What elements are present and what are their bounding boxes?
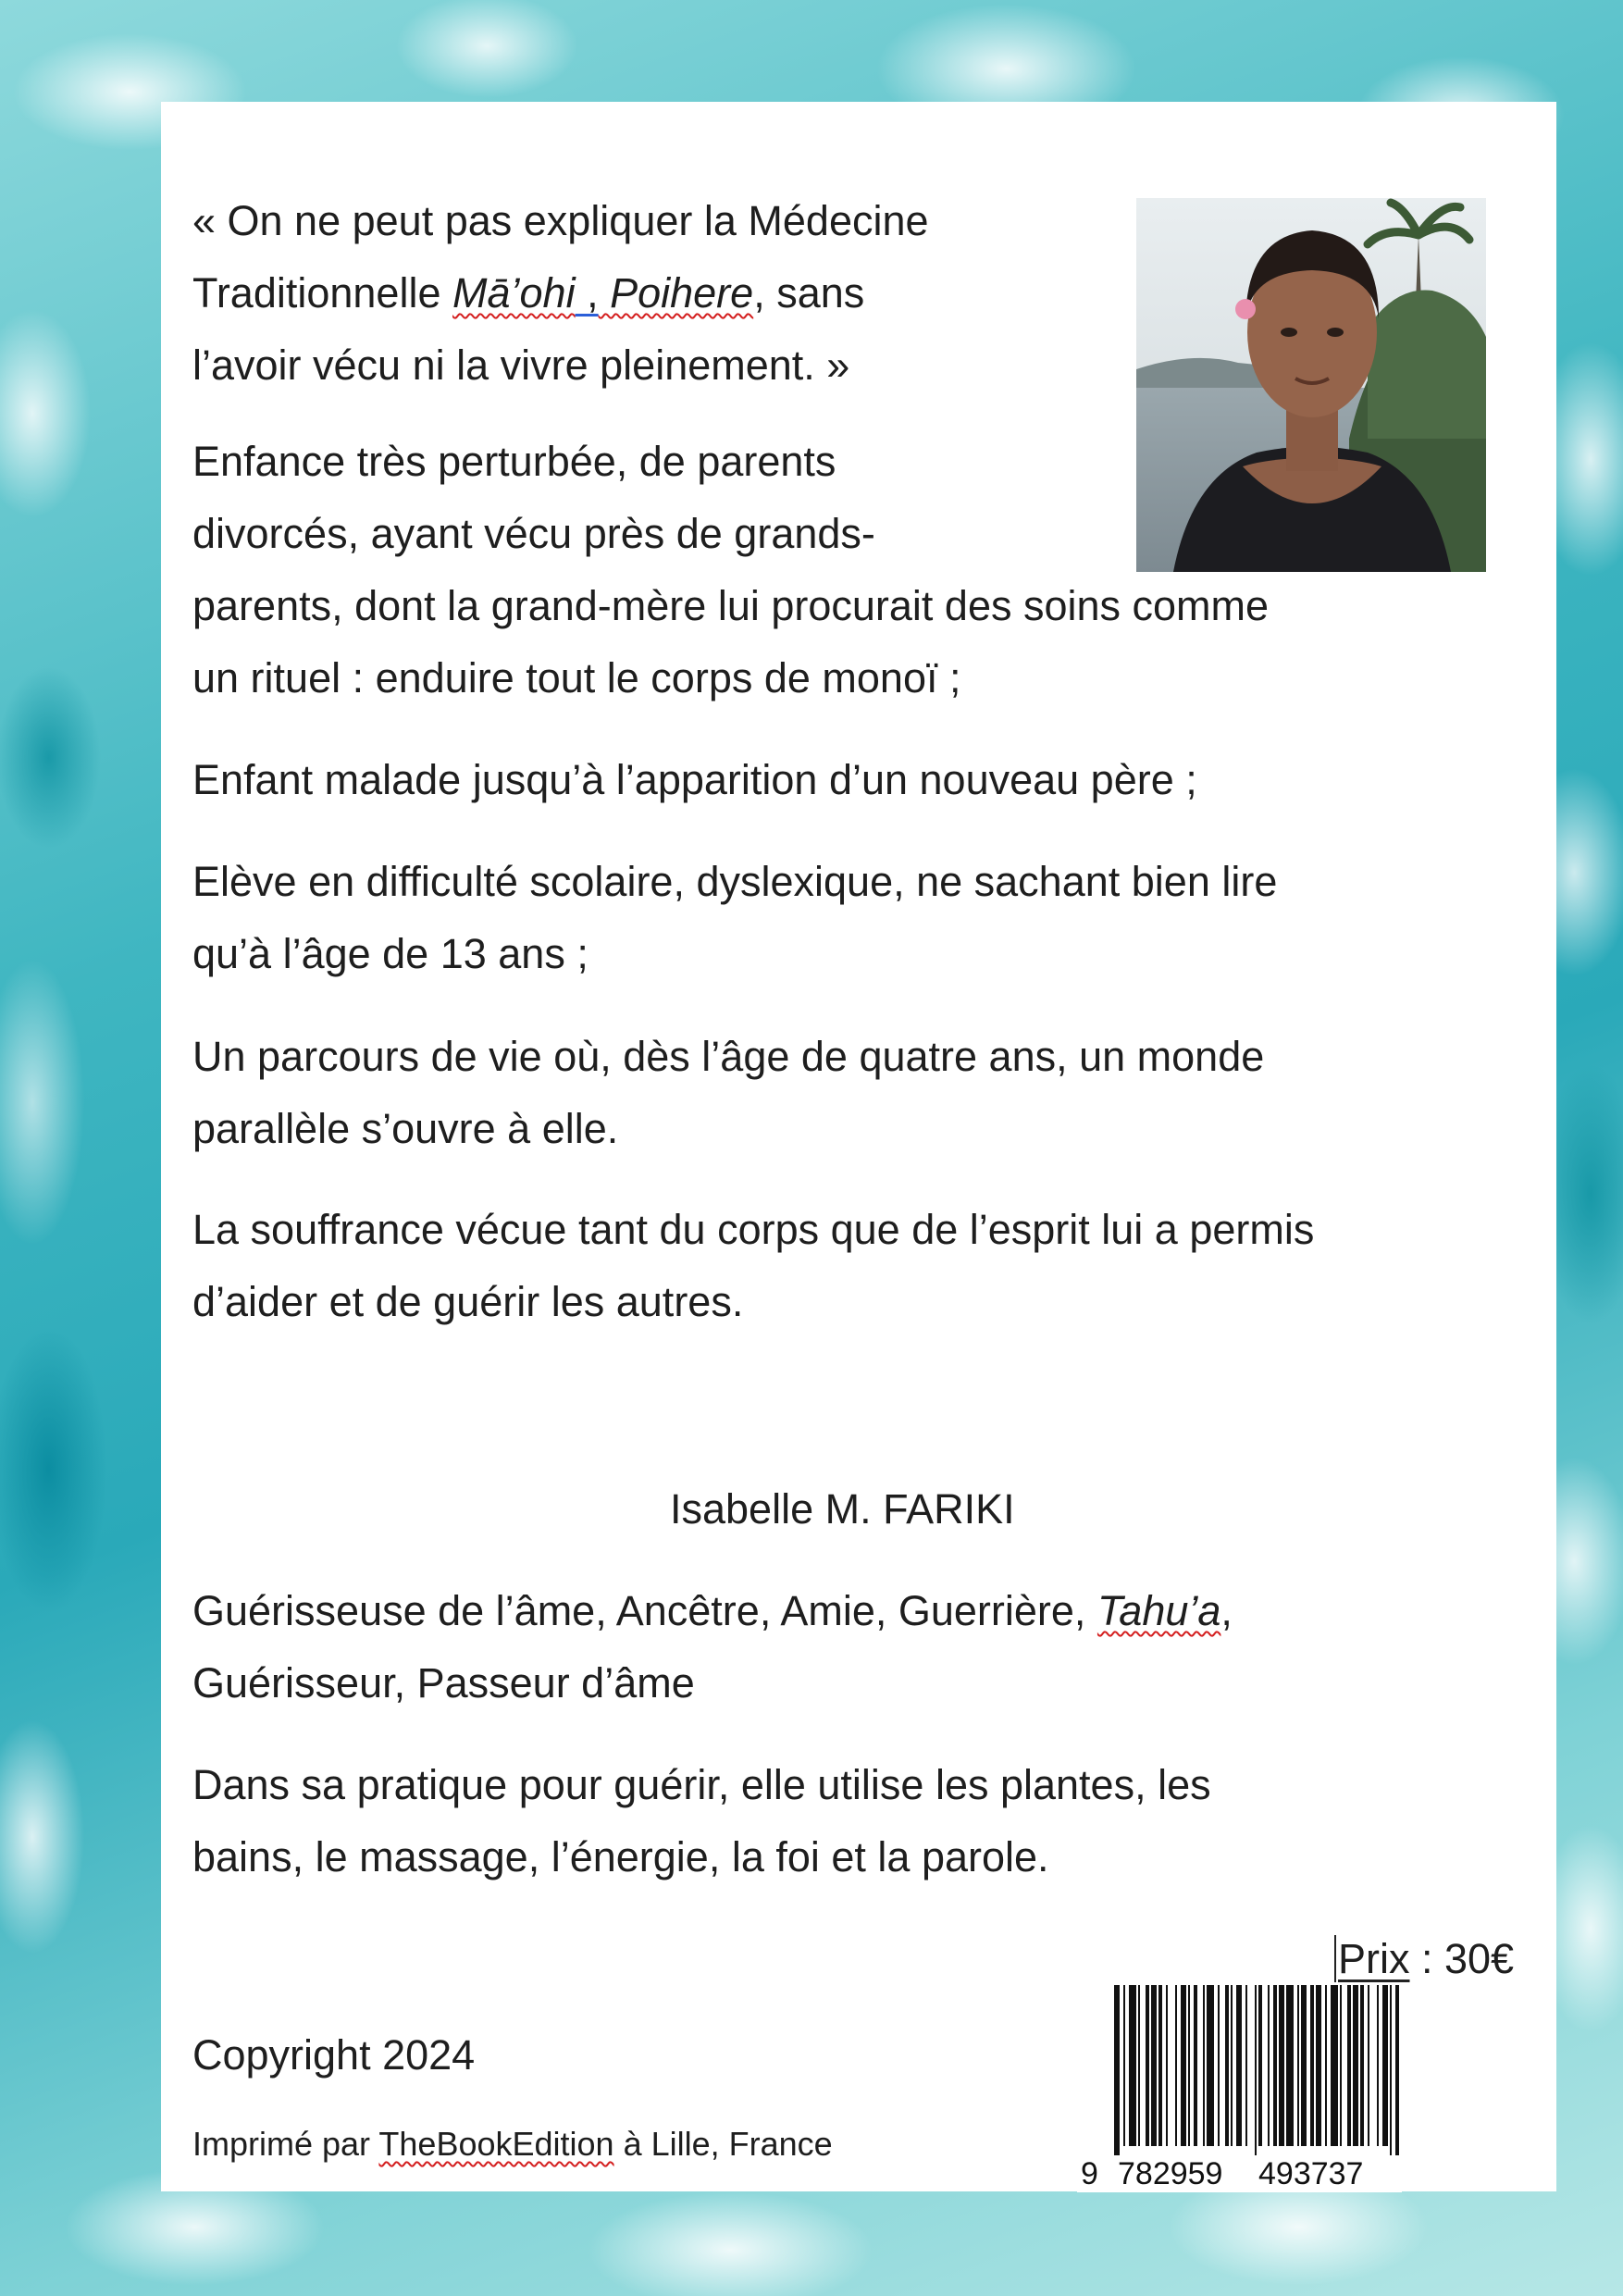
bio-p1-line-1: Enfance très perturbée, de parents — [192, 438, 836, 485]
portrait-photo-icon — [1136, 198, 1486, 572]
barcode-bar — [1151, 1985, 1157, 2146]
bio-p5-line-1: La souffrance vécue tant du corps que de l’esprit lui a permis — [192, 1206, 1315, 1253]
bio-p3-line-2: qu’à l’âge de 13 ans ; — [192, 930, 588, 977]
bio-p1-line-3: parents, dont la grand-mère lui procurait des soins comme — [192, 582, 1270, 629]
barcode-bar — [1258, 1985, 1262, 2146]
quote-line-2-post: , sans — [753, 269, 865, 316]
barcode-bar — [1331, 1985, 1338, 2146]
isbn-barcode-icon — [1077, 1985, 1402, 2155]
bio-p3-line-1: Elève en difficulté scolaire, dyslexique, ne sachant bien lire — [192, 858, 1278, 905]
barcode-bar — [1273, 1985, 1277, 2146]
word-tahua: Tahu’a — [1096, 1587, 1221, 1634]
printer-name: TheBookEdition — [378, 2125, 614, 2163]
barcode-bar — [1225, 1985, 1229, 2146]
barcode-bar — [1325, 1985, 1327, 2146]
barcode-bar — [1279, 1985, 1284, 2146]
price-value: : 30€ — [1409, 1935, 1515, 1982]
author-roles-line-1 — [192, 1575, 1233, 1647]
barcode-bar — [1368, 1985, 1369, 2146]
barcode-group-1: 782959 — [1118, 2156, 1223, 2191]
barcode-group-2: 493737 — [1258, 2156, 1364, 2191]
quote-line-2 — [192, 257, 864, 329]
bio-p1-line-4: un rituel : enduire tout le corps de monoï ; — [192, 654, 961, 701]
barcode-bar — [1188, 1985, 1190, 2146]
barcode-bar — [1316, 1985, 1321, 2146]
barcode-digits — [1077, 2155, 1402, 2192]
barcode-bar — [1158, 1985, 1162, 2146]
bio-p4-line-2: parallèle s’ouvre à elle. — [192, 1105, 619, 1152]
barcode-first-digit: 9 — [1081, 2156, 1098, 2191]
quote-line-3: l’avoir vécu ni la vivre pleinement. » — [192, 341, 850, 389]
barcode-bar — [1245, 1985, 1247, 2146]
barcode-bar — [1297, 1985, 1299, 2146]
barcode-bar — [1114, 1985, 1120, 2155]
bio-p2-line-1: Enfant malade jusqu’à l’apparition d’un nouveau père ; — [192, 756, 1197, 803]
author-name: Isabelle M. FARIKI — [670, 1485, 1015, 1533]
barcode-bar — [1340, 1985, 1342, 2146]
barcode-bar — [1207, 1985, 1214, 2146]
barcode-bar — [1395, 1985, 1399, 2155]
barcode-bar — [1286, 1985, 1294, 2146]
barcode-bar — [1166, 1985, 1168, 2146]
barcode-bar — [1146, 1985, 1149, 2146]
word-poihere: Poihere — [598, 269, 754, 316]
barcode-bar — [1301, 1985, 1307, 2146]
roles-pre: Guérisseuse de l’âme, Ancêtre, Amie, Guerrière, — [192, 1587, 1097, 1634]
barcode-bar — [1377, 1985, 1379, 2146]
author-roles-line-2: Guérisseur, Passeur d’âme — [192, 1659, 695, 1706]
price-label: Prix — [1334, 1935, 1410, 1982]
bio-p5-line-2: d’aider et de guérir les autres. — [192, 1278, 744, 1325]
printer-text — [192, 2121, 833, 2167]
practice-line-1: Dans sa pratique pour guérir, elle utilise les plantes, les — [192, 1761, 1211, 1808]
copyright-text: Copyright 2024 — [192, 2031, 476, 2079]
barcode-bar — [1268, 1985, 1270, 2146]
barcode-bar — [1255, 1985, 1257, 2155]
quote-line-2-pre: Traditionnelle — [192, 269, 452, 316]
barcode-bar — [1129, 1985, 1136, 2146]
roles-post: , — [1220, 1587, 1233, 1634]
barcode-bar — [1390, 1985, 1392, 2155]
barcode-bar — [1382, 1985, 1388, 2146]
barcode-bar — [1194, 1985, 1197, 2146]
word-maohi: Mā’ohi — [452, 269, 576, 316]
barcode-bar — [1236, 1985, 1242, 2146]
author-portrait-photo — [1136, 198, 1486, 572]
barcode-bar — [1360, 1985, 1364, 2146]
barcode-bar — [1347, 1985, 1351, 2146]
printer-pre: Imprimé par — [192, 2125, 379, 2163]
barcode-bar — [1181, 1985, 1186, 2146]
barcode-bar — [1231, 1985, 1233, 2146]
bio-p1-line-2: divorcés, ayant vécu près de grands- — [192, 510, 875, 557]
barcode-bar — [1123, 1985, 1125, 2146]
isbn-barcode — [1077, 1985, 1402, 2192]
barcode-bar — [1310, 1985, 1314, 2146]
practice-line-2: bains, le massage, l’énergie, la foi et la parole. — [192, 1833, 1049, 1880]
barcode-bar — [1218, 1985, 1220, 2146]
printer-post: à Lille, France — [613, 2125, 833, 2163]
bio-p4-line-1: Un parcours de vie où, dès l’âge de quatre ans, un monde — [192, 1033, 1265, 1080]
barcode-bar — [1138, 1985, 1140, 2146]
quote-line-1: « On ne peut pas expliquer la Médecine — [192, 197, 929, 244]
barcode-bar — [1175, 1985, 1177, 2146]
barcode-bar — [1353, 1985, 1358, 2146]
grammar-flag-comma: , — [575, 269, 599, 316]
barcode-bar — [1203, 1985, 1205, 2146]
